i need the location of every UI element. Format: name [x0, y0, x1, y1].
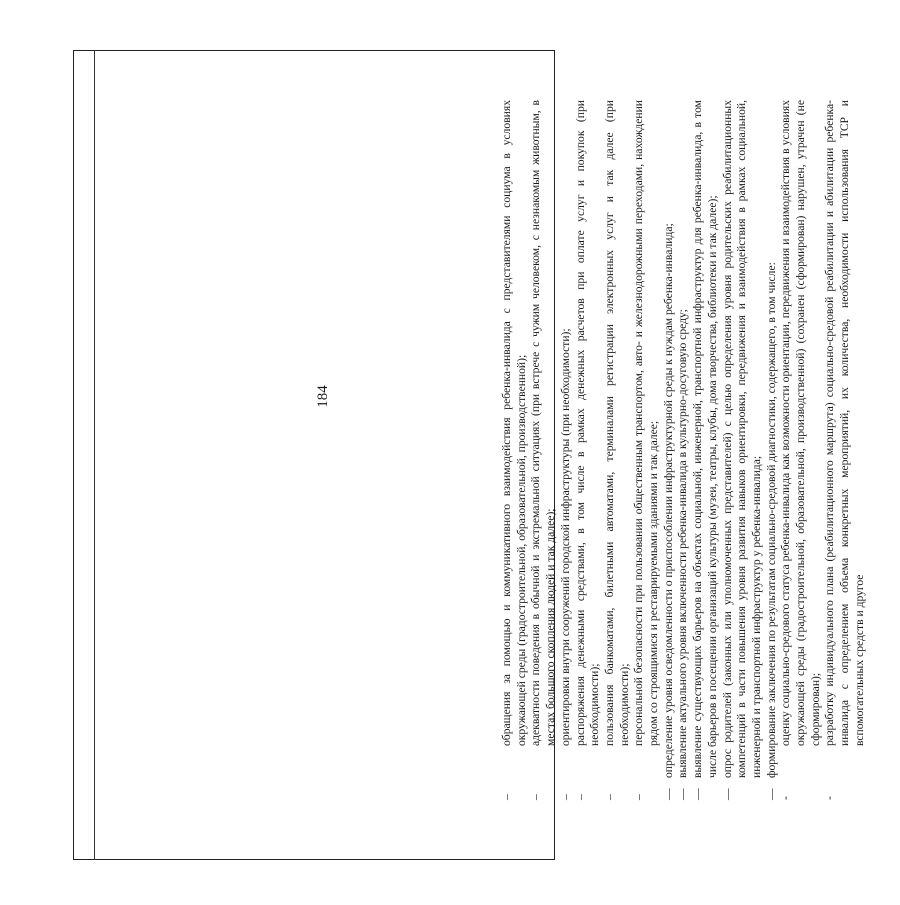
- list-marker: —: [764, 788, 778, 800]
- list-item: [823, 100, 867, 800]
- list-item: [574, 100, 603, 800]
- list-item: [500, 100, 529, 800]
- list-item-text: ориентировки внутри сооружений городской инфраструктуры (при необходимости);: [558, 328, 572, 746]
- list-item: [721, 100, 765, 800]
- table-left-column: [72, 50, 95, 860]
- list-item: [779, 100, 823, 800]
- table-frame: [73, 50, 555, 860]
- list-item: [662, 100, 677, 800]
- list-marker: –: [632, 794, 646, 800]
- list-marker: -: [823, 796, 837, 800]
- list-item-text: персональной безопасности при пользовании общественным транспортом, авто- и железнодорожными переходами, нахождении рядом со строящимися и реставрируемыми зданиями и так далее;: [632, 100, 661, 746]
- list-item: [765, 100, 780, 800]
- page-number: 184: [314, 385, 331, 408]
- list-item-text: выявление существующих барьеров на объектах социальной, инженерной, транспортной инфраструктур для ребенка-инвалида, в том числе барьеров в посещении организаций культуры (музеи, театры, клубы, дома творчества, библиотеки и так далее);: [691, 100, 719, 778]
- list-marker: —: [691, 788, 705, 800]
- list-item: [603, 100, 632, 800]
- list-item-text: оценку социально-средового статуса ребенка-инвалида как возможности ориентации, передвижения и взаимодействия в условиях окружающей среды (градостроительной, образовательной, производственной) (сохранен (сформирован) нарушен, утрачен (не сформирован);: [779, 100, 822, 746]
- list-item-text: пользования банкоматами, билетными автоматами, терминалами регистрации электронных услуг и так далее (при необходимости);: [602, 100, 631, 746]
- list-item: [559, 100, 574, 800]
- list-marker: -: [779, 796, 793, 800]
- list-marker: –: [500, 794, 513, 800]
- list-marker: –: [529, 794, 543, 800]
- list-item-text: разработку индивидуального плана (реабилитационного маршрута) социально-средовой реабилитации и абилитации ребенка-инвалида с определением объема конкретных мероприятий, их количества, необходимости использования ТСР и вспомогательных средств и другое: [823, 100, 866, 746]
- list-item: [676, 100, 691, 800]
- list-marker: –: [558, 794, 572, 800]
- list-item: [632, 100, 661, 800]
- list-item-text: определение уровня осведомленности о приспособлении инфраструктурной среды к нуждам ребенка-инвалида;: [661, 223, 675, 778]
- list-item: [691, 100, 720, 800]
- list-marker: –: [573, 794, 587, 800]
- list-item-text: распоряжения денежными средствами, в том числе в рамках денежных расчетов при оплате услуг и покупок (при необходимости);: [573, 100, 602, 746]
- list-marker: —: [720, 788, 734, 800]
- list-item-text: формирование заключения по результатам социально-средовой диагностики, содержащего, в том числе:: [764, 262, 778, 778]
- list-marker: —: [676, 788, 690, 800]
- list-marker: —: [661, 788, 675, 800]
- list-item-text: опрос родителей (законных или уполномоченных представителей) с целью определения уровня родительских реабилитационных компетенций в части повышения уровня развития навыков ориентировки, передвижения и взаимодействия в рамках социальной, инженерной и транспортной инфраструктур у ребенка-инвалида;: [720, 100, 763, 778]
- list-item-text: адекватности поведения в обычной и экстремальной ситуациях (при встрече с чужим человеком, с незнакомым животным, в местах большого скопления людей и так далее);: [529, 100, 558, 746]
- list-item-text: обращения за помощью и коммуникативного взаимодействия ребенка-инвалида с представителями социума в условиях окружающей среды (градостроительной, образовательной, производственной);: [500, 100, 528, 746]
- list-marker: –: [602, 794, 616, 800]
- list-item-text: выявление актуального уровня включенности ребенка-инвалида в культурно-досуговую среду;: [676, 309, 690, 778]
- table-content: [500, 100, 900, 800]
- list-item: [529, 100, 558, 800]
